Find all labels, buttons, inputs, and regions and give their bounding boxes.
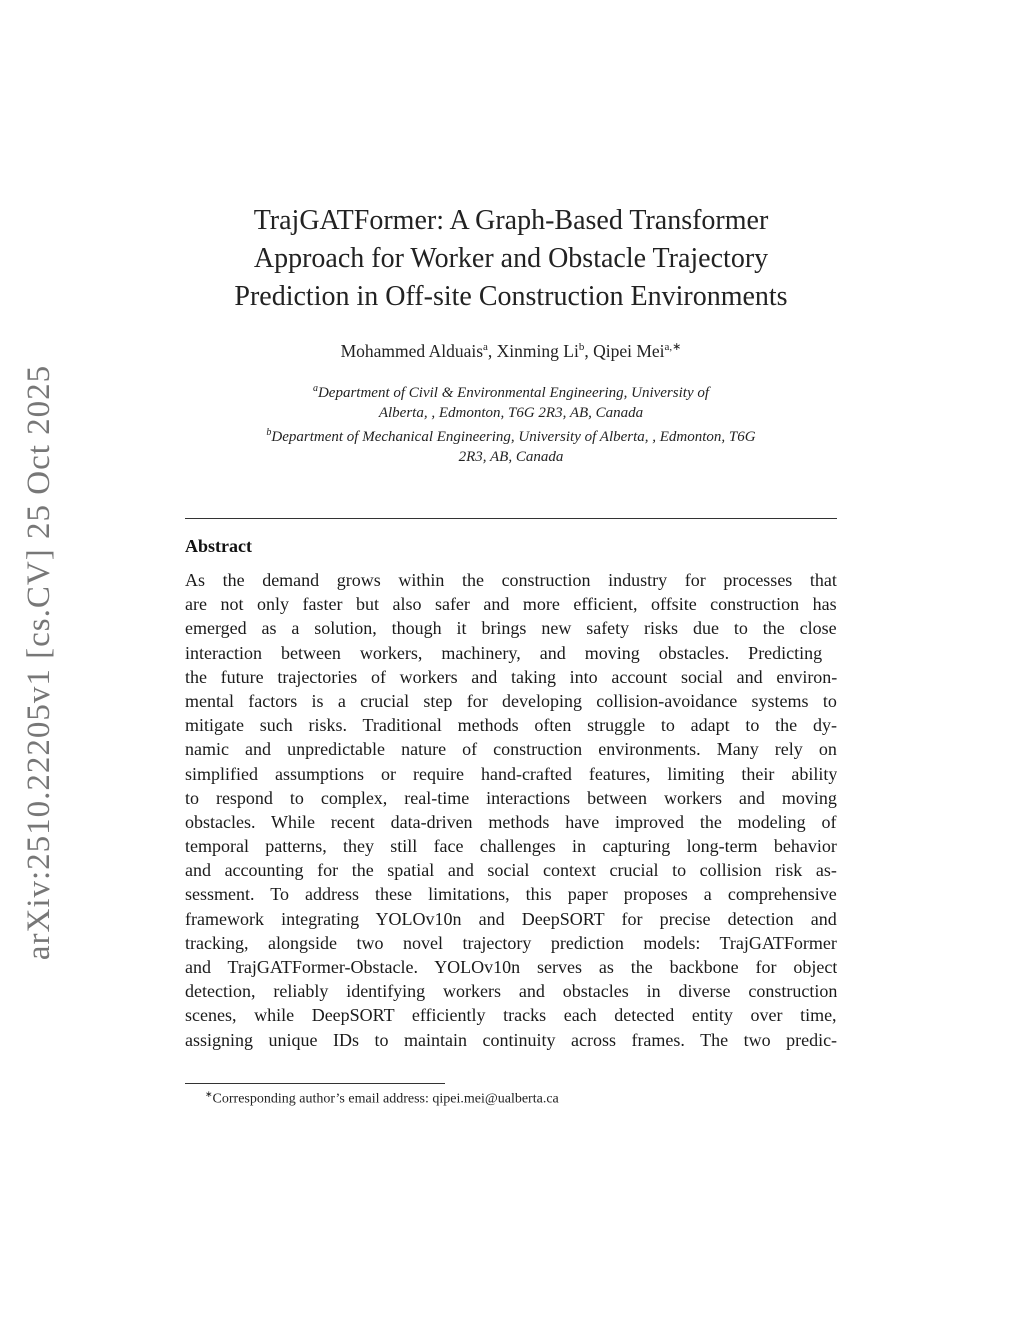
abstract-line: emerged as a solution, though it brings new safety risks due to the close <box>185 618 837 639</box>
abstract-line: temporal patterns, they still face challenges in capturing long-term behavior <box>185 836 837 857</box>
abstract-line: detection, reliably identifying workers and obstacles in diverse construction <box>185 981 837 1002</box>
footnote-rule <box>185 1083 445 1084</box>
affiliation-line: 2R3, AB, Canada <box>458 449 564 465</box>
abstract-line: mitigate such risks. Traditional methods often struggle to adapt to the dy- <box>185 715 837 736</box>
abstract-line: and accounting for the spatial and social context crucial to collision risk as- <box>185 860 837 881</box>
affiliation-line: $^a$Department of Civil & Environmental Engineering, University of <box>312 383 710 401</box>
title-line: Prediction in Off-site Construction Environments <box>234 281 788 312</box>
author-name: Qipei Mei <box>593 340 665 361</box>
footnote-text: Corresponding author’s email address: qipei.mei@ualberta.ca <box>212 1091 559 1107</box>
abstract-heading: Abstract <box>185 536 252 556</box>
author-affiliation-marker: a <box>483 341 488 353</box>
footnote-marker: ∗ <box>205 1089 213 1099</box>
affiliation-marker: b <box>266 427 272 438</box>
title-line: TrajGATFormer: A Graph-Based Transformer <box>253 205 769 236</box>
affiliation-block <box>185 379 837 467</box>
affiliation-line: Alberta, , Edmonton, T6G 2R3, AB, Canada <box>378 405 644 421</box>
author-affiliation-marker: a,∗ <box>664 341 682 353</box>
abstract-line: framework integrating YOLOv10n and DeepSORT for precise detection and <box>185 908 837 929</box>
abstract-line: sessment. To address these limitations, this paper proposes a comprehensive <box>185 884 837 905</box>
abstract-line: namic and unpredictable nature of construction environments. Many rely on <box>185 739 837 760</box>
title-line: Approach for Worker and Obstacle Trajectory <box>253 243 769 274</box>
author-affiliation-marker: b <box>578 341 585 353</box>
abstract-line: mental factors is a crucial step for developing collision-avoidance systems to <box>185 690 837 711</box>
affiliation-line: $^b$Department of Mechanical Engineering, University of Alberta, , Edmonton, T6G <box>266 427 756 445</box>
abstract-line: interaction between workers, machinery, and moving obstacles. Predicting <box>185 642 823 663</box>
abstract-line: obstacles. While recent data-driven methods have improved the modeling of <box>185 811 837 832</box>
author-name: Xinming Li <box>496 340 579 361</box>
affiliation-marker: a <box>312 383 318 394</box>
abstract-line: As the demand grows within the construction industry for processes that <box>185 570 837 590</box>
abstract-line: assigning unique IDs to maintain continuity across frames. The two predic- <box>185 1029 837 1050</box>
abstract-line: the future trajectories of workers and taking into account social and environ- <box>185 666 837 687</box>
author-list: Mohammed Alduais$^a$, Xinming Li$^b$, Qipei Mei$^{a,∗}$ <box>340 340 682 361</box>
arxiv-identifier-text: arXiv:2510.22205v1 [cs.CV] 25 Oct 2025 <box>21 364 58 960</box>
abstract-line: and TrajGATFormer-Obstacle. YOLOv10n serves as the backbone for object <box>185 957 837 977</box>
abstract-body <box>185 568 837 1052</box>
abstract-top-rule <box>185 518 837 519</box>
author-name: Mohammed Alduais <box>340 340 484 361</box>
corresponding-author-footnote <box>205 1089 559 1108</box>
abstract-line: simplified assumptions or require hand-crafted features, limiting their ability <box>185 763 837 784</box>
abstract-line: are not only faster but also safer and more efficient, offsite construction has <box>185 594 837 615</box>
abstract-line: scenes, while DeepSORT efficiently tracks each detected entity over time, <box>185 1005 837 1026</box>
arxiv-identifier-stamp <box>10 364 70 960</box>
abstract-line: to respond to complex, real-time interactions between workers and moving <box>185 787 837 808</box>
abstract-line: tracking, alongside two novel trajectory prediction models: TrajGATFormer <box>185 932 837 953</box>
paper-title <box>185 202 837 316</box>
